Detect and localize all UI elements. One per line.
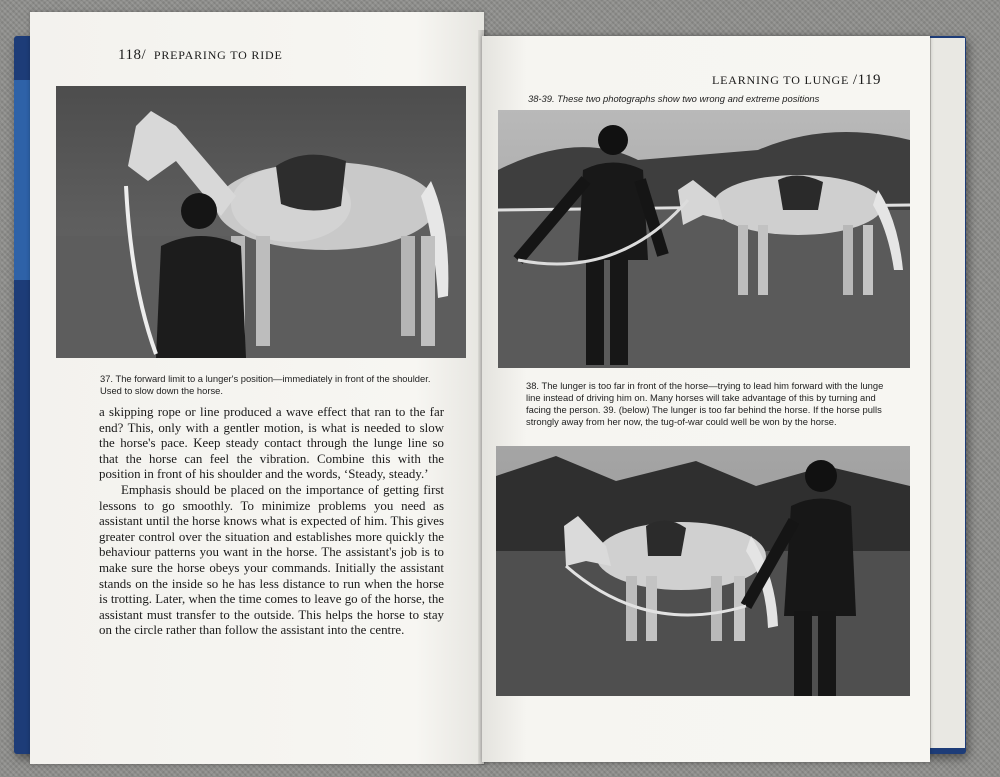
left-page xyxy=(30,12,484,764)
photo-37 xyxy=(56,86,466,358)
book-cover-spine-strip xyxy=(14,80,30,280)
body-paragraph-1: a skipping rope or line produced a wave effect that ran to the far end? This, only with a gentler motion, is what is needed to slow the horse's pace. Keep steady contact through the lunge line so that the horse can feel the vibration. Combine this with the position in front of his shoulder and the words, ‘Steady, steady.’ xyxy=(99,405,444,482)
book-page-edges xyxy=(930,38,965,748)
right-running-title: LEARNING TO LUNGE xyxy=(712,73,850,87)
photo-39 xyxy=(496,446,910,696)
left-body-text xyxy=(99,405,444,639)
right-page xyxy=(482,36,930,762)
photo-38-lunger-in-front xyxy=(498,110,910,368)
left-running-title: PREPARING TO RIDE xyxy=(153,48,283,62)
photo-37-horse-standing xyxy=(56,86,466,358)
photo-39-lunger-behind xyxy=(496,446,910,696)
right-running-head xyxy=(708,72,881,89)
right-page-number: /119 xyxy=(852,72,882,88)
photo-38 xyxy=(498,110,910,368)
left-running-head xyxy=(118,47,283,64)
left-page-number: 118/ xyxy=(118,47,147,63)
photos-38-39-heading-caption: 38-39. These two photographs show two wrong and extreme positions xyxy=(528,93,820,104)
photo-38-39-caption: 38. The lunger is too far in front of the horse—trying to lead him forward with the lunge line instead of driving him on. Many horses will take advantage of this by turning and facing the person. 39. (below) The lunger is too far behind the horse. If the horse pulls strongly away from her now, the tug-of-war could well be won by the horse. xyxy=(526,380,884,427)
photo-37-caption: 37. The forward limit to a lunger's position—immediately in front of the shoulder. Used to slow down the horse. xyxy=(100,373,431,396)
body-paragraph-2: Emphasis should be placed on the importance of getting first lessons to go smoothly. To minimize problems you need as assistant until the horse knows what is expected of him. This gives greater control over the situation and establishes more quickly the behaviour patterns you want in the horse. The assistant's job is to make sure the horse obeys your commands. Initially the assistant stands on the inside so he has less distance to run when the horse is trotting. Later, when the time comes to leave go of the horse, the assistant must transfer to the outside. This helps the horse to stay on the circle rather than follow the assistant into the centre. xyxy=(99,482,444,638)
